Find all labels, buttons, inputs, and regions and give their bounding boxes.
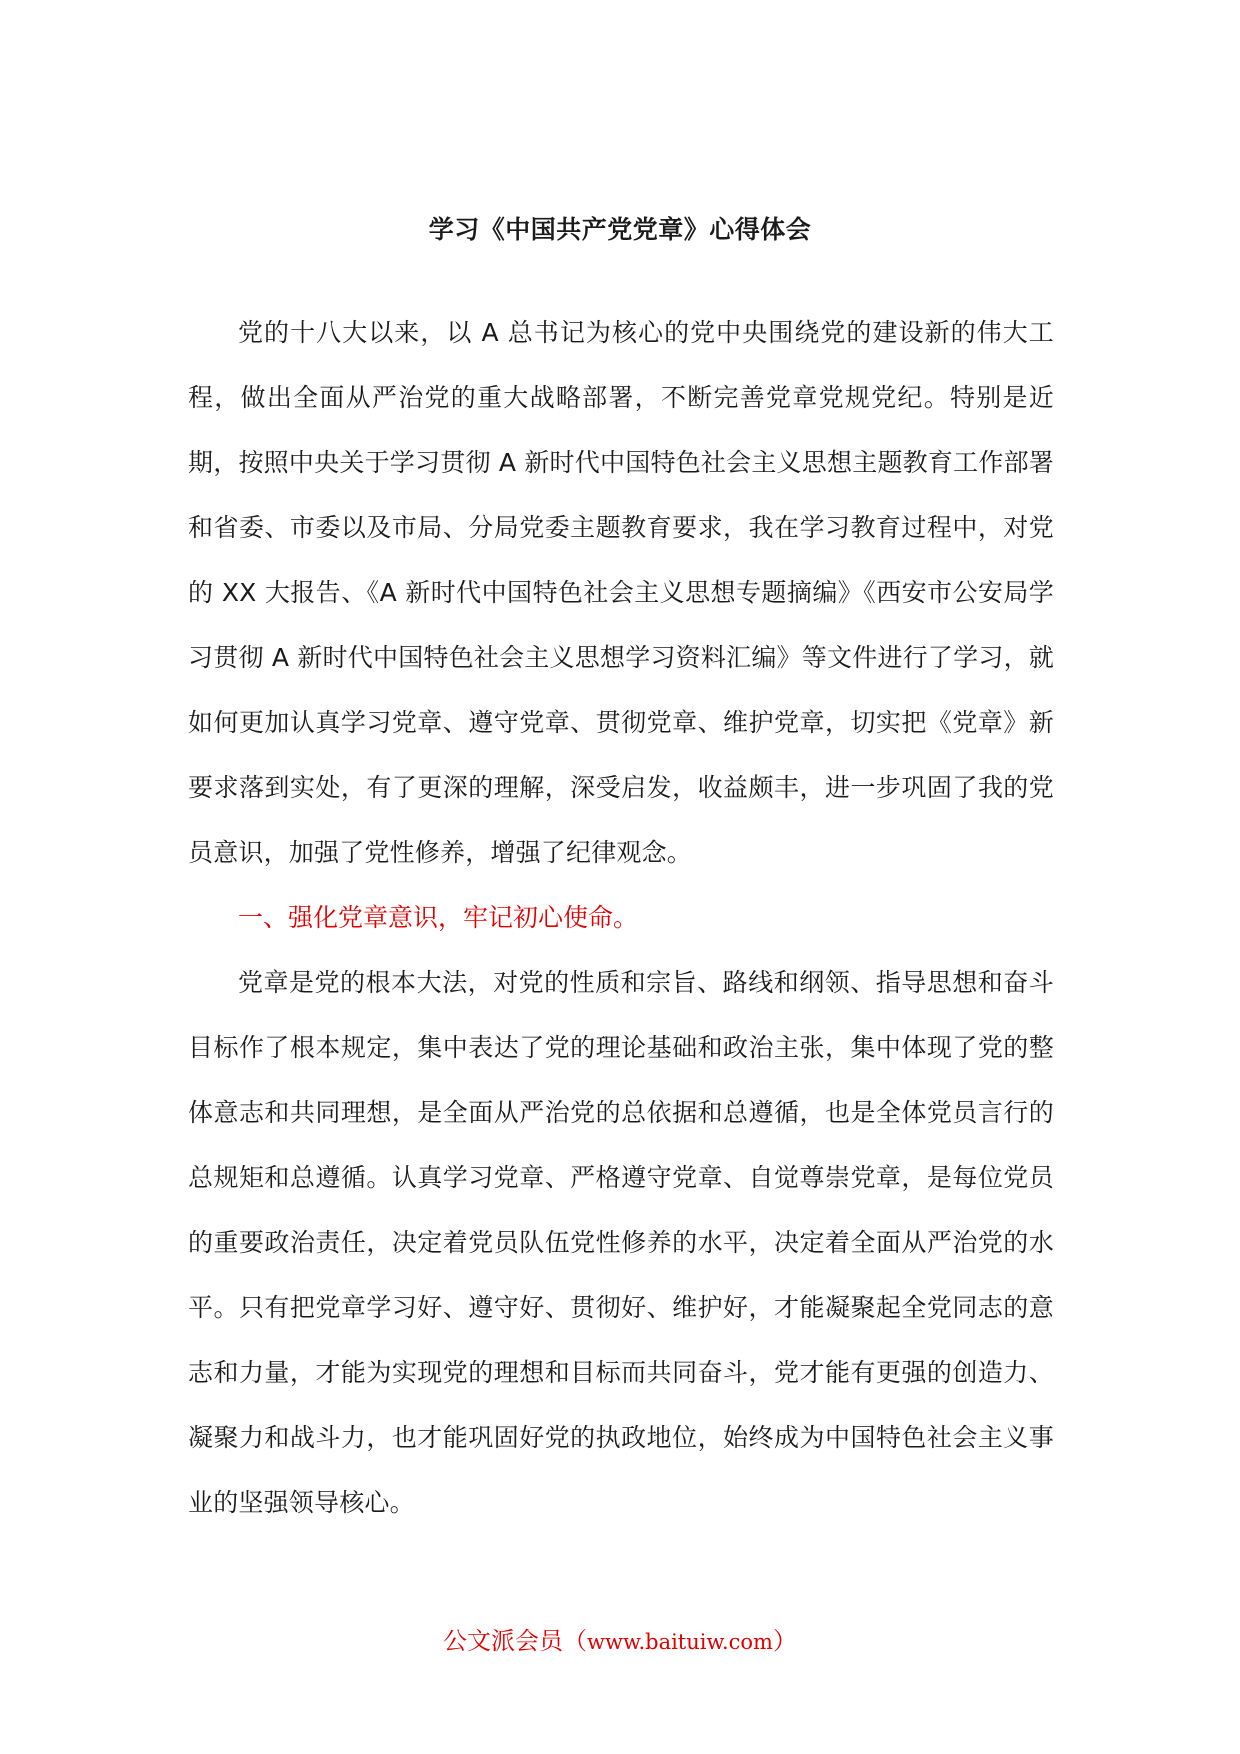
- footer-url: www.baituiw.com: [587, 1630, 773, 1654]
- footer-label: 公文派会员（: [443, 1627, 588, 1655]
- footer-close: ）: [772, 1627, 797, 1655]
- footer-watermark: [0, 1621, 1240, 1662]
- section-heading-1: 一、强化党章意识，牢记初心使命。: [238, 903, 639, 932]
- document-title: 学习《中国共产党党章》心得体会: [428, 215, 812, 244]
- section-1-paragraph: 党章是党的根本大法，对党的性质和宗旨、路线和纲领、指导思想和奋斗目标作了根本规定，集中表达了党的理论基础和政治主张，集中体现了党的整体意志和共同理想，是全面从严治党的总依据和总遵循，也是全体党员言行的总规矩和总遵循。认真学习党章、严格遵守党章、自觉尊崇党章，是每位党员的重要政治责任，决定着党员队伍党性修养的水平，决定着全面从严治党的水平。只有把党章学习好、遵守好、贯彻好、维护好，才能凝聚起全党同志的意志和力量，才能为实现党的理想和目标而共同奋斗，党才能有更强的创造力、凝聚力和战斗力，也才能巩固好党的执政地位，始终成为中国特色社会主义事业的坚强领导核心。: [188, 968, 1054, 1517]
- intro-paragraph: 党的十八大以来，以 A 总书记为核心的党中央围绕党的建设新的伟大工程，做出全面从严治党的重大战略部署，不断完善党章党规党纪。特别是近期，按照中央关于学习贯彻 A 新时代中国特色社会主义思想主题教育工作部署和省委、市委以及市局、分局党委主题教育要求，我在学习教育过程中，对党的 XX 大报告、《A 新时代中国特色社会主义思想专题摘编》《西安市公安局学习贯彻 A 新时代中国特色社会主义思想学习资料汇编》等文件进行了学习，就如何更加认真学习党章、遵守党章、贯彻党章、维护党章，切实把《党章》新要求落到实处，有了更深的理解，深受启发，收益颇丰，进一步巩固了我的党员意识，加强了党性修养，增强了纪律观念。: [188, 318, 1054, 867]
- document-body: [188, 300, 1054, 1535]
